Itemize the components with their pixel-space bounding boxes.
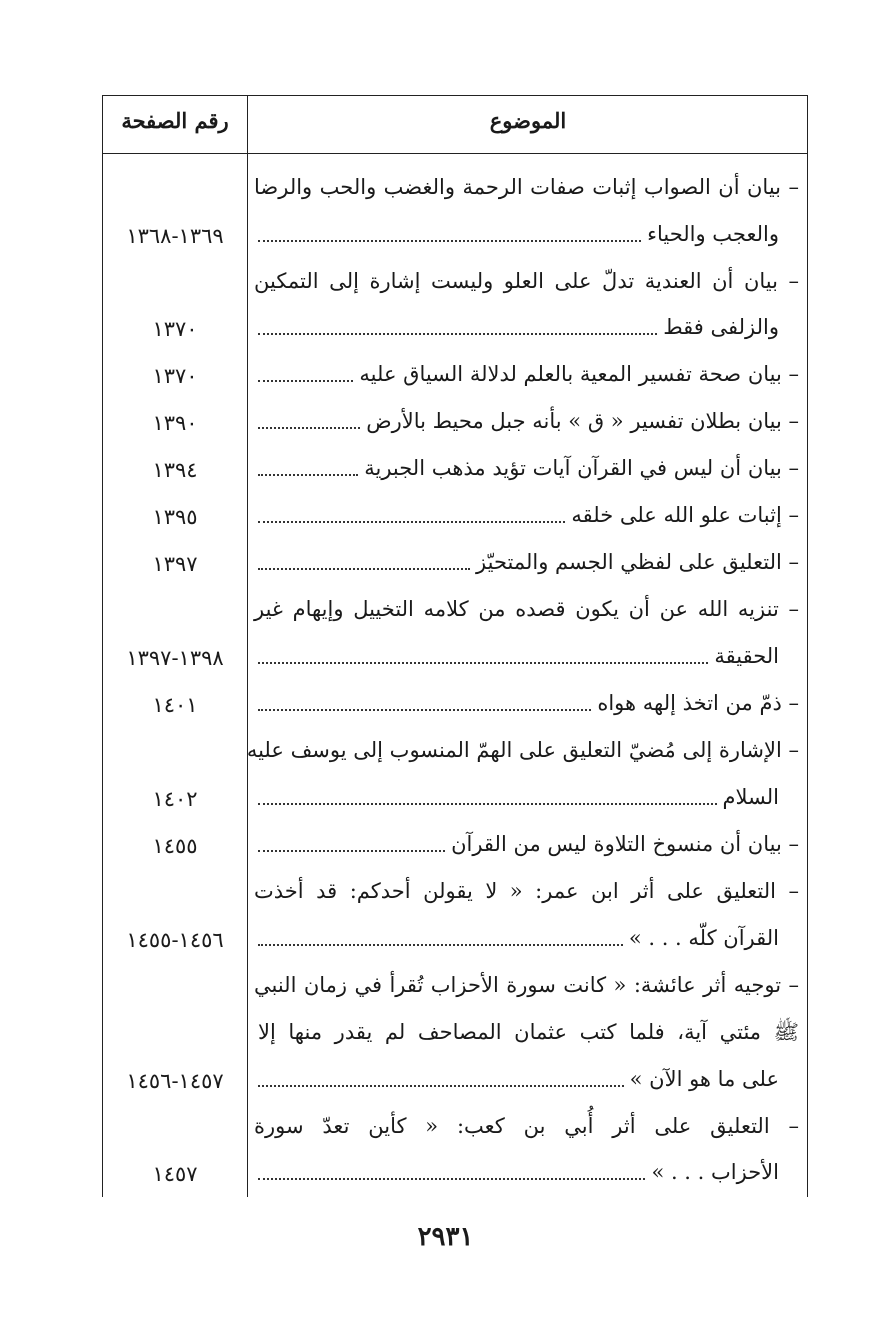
entry-line: – التعليق على أثر ابن عمر: « لا يقولن أحدكم: قد أخذت	[254, 879, 799, 903]
entry-line-leader	[258, 548, 799, 576]
entry-page: ١٤٠٢	[152, 787, 198, 811]
entry-line: – إثبات علو الله على خلقه	[571, 503, 799, 527]
entry-line: – بيان أن العندية تدلّ على العلو وليست إشارة إلى التمكين	[254, 269, 799, 293]
entry-line: – بيان أن ليس في القرآن آيات تؤيد مذهب الجبرية	[364, 456, 799, 480]
leader-dots	[258, 662, 708, 664]
column-divider	[247, 95, 248, 1197]
entry-line: – بيان أن منسوخ التلاوة ليس من القرآن	[451, 832, 799, 856]
entry-line-leader	[258, 689, 799, 717]
entry-line: على ما هو الآن »	[629, 1067, 779, 1091]
entry-line: الحقيقة	[714, 644, 779, 668]
entry-line: – بيان أن الصواب إثبات صفات الرحمة والغضب والحب والرضا	[254, 175, 799, 199]
entry-page: ١٣٩٠	[152, 411, 198, 435]
entry-line-leader	[258, 642, 779, 670]
entry-page: ١٣٩٧	[152, 552, 198, 576]
leader-dots	[258, 380, 353, 382]
leader-dots	[258, 333, 657, 335]
entry-line: – التعليق على أثر أُبي بن كعب: « كأين تعدّ سورة	[254, 1114, 799, 1138]
entry-line: القرآن كلّه . . . »	[628, 926, 779, 950]
entry-line-leader	[258, 501, 799, 529]
entry-line-leader	[258, 360, 799, 388]
entry-line-leader	[258, 830, 799, 858]
header-page-number: رقم الصفحة	[121, 108, 229, 133]
leader-dots	[258, 1178, 645, 1180]
entry-line-leader	[258, 1065, 779, 1093]
leader-dots	[258, 474, 358, 476]
entry-line: – توجيه أثر عائشة: « كانت سورة الأحزاب تُقرأ في زمان النبي	[254, 973, 799, 997]
entry-line: الأحزاب . . . »	[651, 1160, 779, 1184]
entry-page: ١٤٥٥	[152, 834, 198, 858]
entry-line-leader	[258, 783, 779, 811]
entry-page: ١٣٩٨-١٣٩٧	[126, 646, 224, 670]
leader-dots	[258, 427, 360, 429]
entry-page: ١٣٧٠	[152, 317, 198, 341]
entry-page: ١٤٥٦-١٤٥٥	[126, 928, 224, 952]
page-number: ٢٩٣١	[417, 1222, 474, 1252]
entry-page: ١٣٩٥	[152, 505, 198, 529]
entry-page: ١٣٦٩-١٣٦٨	[126, 224, 224, 248]
entry-line-leader	[258, 220, 779, 248]
leader-dots	[258, 709, 591, 711]
leader-dots	[258, 240, 641, 242]
entry-line: والزلفى فقط	[663, 315, 779, 339]
entry-line-leader	[258, 454, 799, 482]
entry-line: السلام	[722, 785, 779, 809]
entry-line-leader	[258, 1158, 779, 1186]
leader-dots	[258, 568, 470, 570]
header-rule	[102, 153, 808, 154]
entry-line: – ذمّ من اتخذ إلهه هواه	[597, 691, 799, 715]
entry-line: – التعليق على لفظي الجسم والمتحيّز	[476, 550, 799, 574]
entry-line-leader	[258, 313, 779, 341]
entry-line: ﷺ مئتي آية، فلما كتب عثمان المصاحف لم يقدر منها إلا	[258, 1020, 799, 1044]
header-topic: الموضوع	[489, 108, 567, 133]
entry-line: – بيان بطلان تفسير « ق » بأنه جبل محيط بالأرض	[366, 409, 799, 433]
entry-line: – الإشارة إلى مُضيّ التعليق على الهمّ المنسوب إلى يوسف عليه	[246, 738, 799, 762]
entry-line: – تنزيه الله عن أن يكون قصده من كلامه التخييل وإيهام غير	[254, 597, 799, 621]
leader-dots	[258, 944, 623, 946]
entry-page: ١٤٥٧-١٤٥٦	[126, 1069, 224, 1093]
leader-dots	[258, 803, 717, 805]
entry-page: ١٣٩٤	[152, 458, 198, 482]
leader-dots	[258, 850, 445, 852]
entry-line: والعجب والحياء	[647, 222, 779, 246]
leader-dots	[258, 521, 565, 523]
leader-dots	[258, 1085, 624, 1087]
entry-page: ١٤٥٧	[152, 1162, 198, 1186]
entry-line-leader	[258, 924, 779, 952]
entry-page: ١٤٠١	[152, 693, 198, 717]
entry-line: – بيان صحة تفسير المعية بالعلم لدلالة السياق عليه	[359, 362, 799, 386]
entry-line-leader	[258, 407, 799, 435]
entry-page: ١٣٧٠	[152, 364, 198, 388]
